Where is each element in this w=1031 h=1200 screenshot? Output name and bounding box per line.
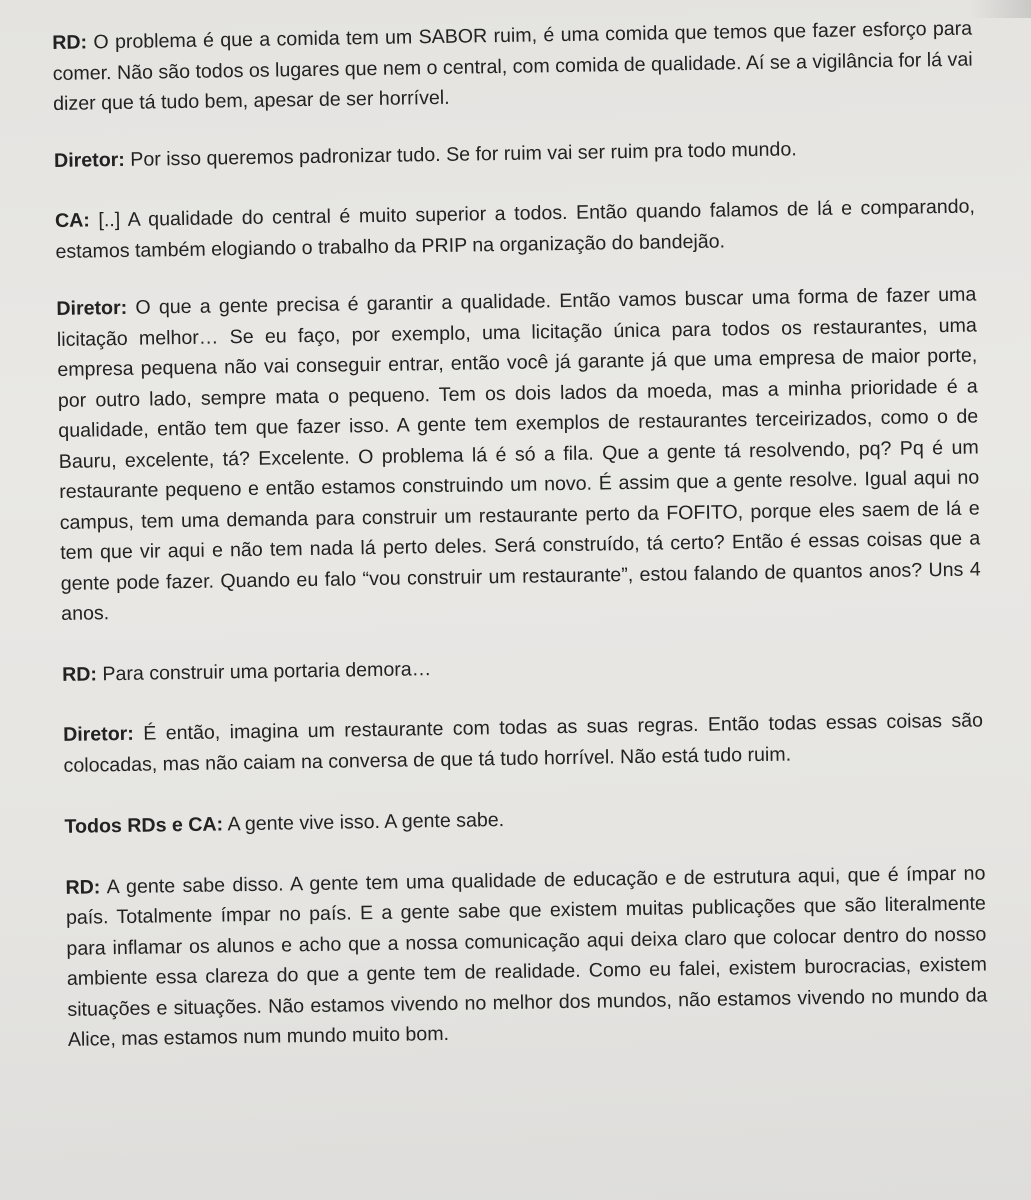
speaker-label: Todos RDs e CA: [64, 813, 224, 838]
transcript-paragraph [62, 645, 982, 690]
transcript-body [52, 14, 988, 1085]
page-corner-shadow [971, 0, 1031, 18]
speaker-label: CA: [54, 209, 91, 232]
speech-text: A gente sabe disso. A gente tem uma qualidade de educação e de estrutura aqui, que é ímpar no país. Totalmente ímpar no país. E a gente sabe que existem muitas publicações que são literalmente para inflamar os alunos e acho que a nossa comunicação aqui deixa claro que colocar dentro do nosso ambiente essa clareza do que a gente tem de realidade. Como eu falei, existem burocracias, existem situações e situações. Não estamos vivendo no melhor dos mundos, não estamos vivendo no mundo da Alice, mas estamos num mundo muito bom. [65, 861, 988, 1051]
transcript-paragraph [64, 797, 984, 842]
speaker-label: RD: [52, 31, 88, 54]
speaker-label: Diretor: [56, 296, 128, 320]
transcript-paragraph [65, 858, 988, 1055]
speech-text: O problema é que a comida tem um SABOR ruim, é uma comida que temos que fazer esforço para comer. Não são todos os lugares que nem o central, com comida de qualidade. Aí se a vigilância for lá vai dizer que tá tudo bem, apesar de ser horrível. [52, 17, 973, 115]
speaker-label: Diretor: [53, 148, 126, 172]
speaker-label: Diretor: [62, 722, 135, 746]
speaker-label: RD: [61, 662, 98, 686]
transcript-paragraph [56, 280, 981, 630]
transcript-paragraph [63, 705, 984, 780]
speech-text: O que a gente precisa é garantir a qualidade. Então vamos buscar uma forma de fazer uma licitação melhor… Se eu faço, por exemplo, uma licitação única para todos os restaurantes, uma empresa pequena não vai conseguir entrar, então você já garante já que uma empresa de maior porte, por outro lado, sempre mata o pequeno. Tem os dois lados da moeda, mas a minha prioridade é a qualidade, então tem que fazer isso. A gente tem exemplos de restaurantes terceirizados, como o de Bauru, excelente, tá? Excelente. O problema lá é só a fila. Que a gente tá resolvendo, pq? Pq é um restaurante pequeno e então estamos construindo um novo. É assim que a gente resolve. Igual aqui no campus, tem uma demanda para construir um restaurante perto da FOFITO, porque eles saem de lá e tem que vir aqui e não tem nada lá perto deles. Será construído, tá certo? Então é essas coisas que a gente pode fazer. Quando eu falo “vou construir um restaurante”, estou falando de quantos anos? Uns 4 anos. [56, 283, 981, 625]
speech-text: A gente vive isso. A gente sabe. [222, 808, 505, 836]
speaker-label: RD: [65, 875, 101, 899]
speech-text: É então, imagina um restaurante com todas as suas regras. Então todas essas coisas são colocadas, mas não caiam na conversa de que tá tudo horrível. Não está tudo ruim. [63, 709, 984, 777]
speech-text: Para construir uma portaria demora… [96, 657, 432, 685]
transcript-paragraph [55, 192, 976, 267]
speech-text: [..] A qualidade do central é muito superior a todos. Então quando falamos de lá e comparando, estamos também elogiando o trabalho da PRIP na organização do bandejão. [55, 195, 976, 263]
transcript-paragraph [54, 131, 974, 176]
transcript-paragraph [52, 14, 973, 120]
speech-text: Por isso queremos padronizar tudo. Se for ruim vai ser ruim pra todo mundo. [124, 137, 797, 171]
